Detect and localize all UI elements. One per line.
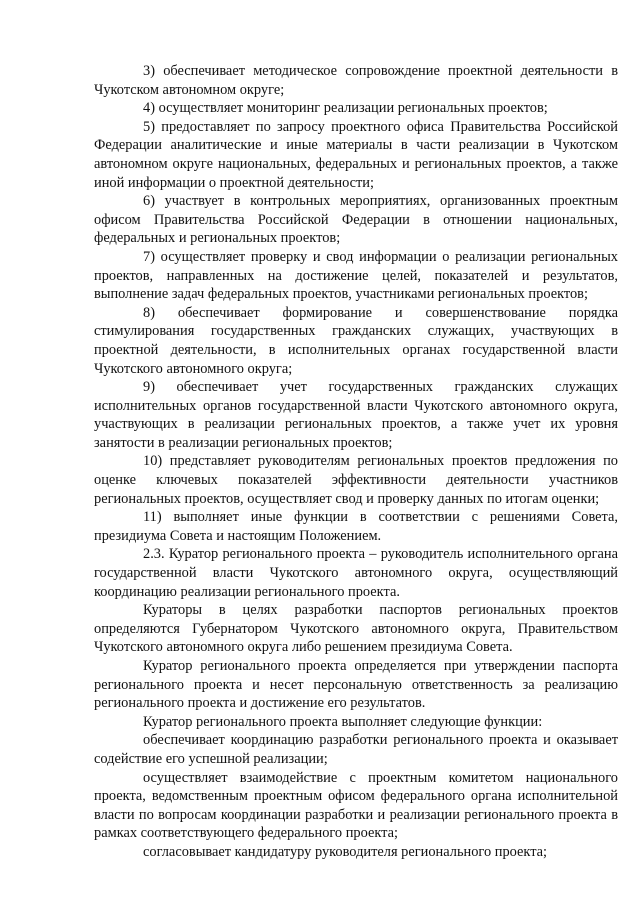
paragraph-item-4: 4) осуществляет мониторинг реализации региональных проектов; <box>143 100 548 117</box>
paragraph-item-10: 10) представляет руководителям региональных проектов предложения по оценке ключевых показателей эффективности деятельности участников региональных проектов, осуществляет свод и проверку данных по итогам оценки; <box>94 453 618 507</box>
paragraph-curator-responsibility: Куратор регионального проекта определяется при утверждении паспорта регионального проекта и несет персональную ответственность за реализацию регионального проекта и достижение его результатов. <box>94 658 618 712</box>
paragraph-item-7: 7) осуществляет проверку и свод информации о реализации региональных проектов, направленных на достижение целей, показателей и результатов, выполнение задач федеральных проектов, участниками региональных проектов; <box>94 248 618 303</box>
paragraph-function-approval: согласовывает кандидатуру руководителя регионального проекта; <box>143 843 548 860</box>
paragraph-function-coordination: обеспечивает координацию разработки регионального проекта и оказывает содействие его успешной реализации; <box>94 732 618 767</box>
document-page <box>94 62 618 862</box>
paragraph-curator-functions-intro: Куратор регионального проекта выполняет следующие функции: <box>143 713 543 730</box>
paragraph-function-interaction: осуществляет взаимодействие с проектным комитетом национального проекта, ведомственным проектным офисом федерального органа исполнительной власти по вопросам координации разработки и реализации регионального проекта в рамках соответствующего федерального проекта; <box>94 769 618 842</box>
paragraph-item-3: 3) обеспечивает методическое сопровождение проектной деятельности в Чукотском автономном округе; <box>94 63 618 98</box>
paragraph-item-9: 9) обеспечивает учет государственных гражданских служащих исполнительных органов государственной власти Чукотского автономного округа, участвующих в реализации региональных проектов, а также учет их уровня занятости в реализации региональных проектов; <box>94 379 618 451</box>
paragraph-item-6: 6) участвует в контрольных мероприятиях, организованных проектным офисом Правительства Российской Федерации в отношении национальных, федеральных и региональных проектов; <box>94 193 618 247</box>
paragraph-curators-appointment: Кураторы в целях разработки паспортов региональных проектов определяются Губернатором Чукотского автономного округа, Правительством Чукотского автономного округа либо решением президиума Совета. <box>94 602 618 656</box>
paragraph-item-5: 5) предоставляет по запросу проектного офиса Правительства Российской Федерации аналитические и иные материалы в части реализации в Чукотском автономном округе национальных, федеральных и региональных проектов, а также иной информации о проектной деятельности; <box>94 118 618 191</box>
section-2-3-curator: 2.3. Куратор регионального проекта – руководитель исполнительного органа государственной власти Чукотского автономного округа, осуществляющий координацию реализации регионального проекта. <box>94 546 618 600</box>
paragraph-item-11: 11) выполняет иные функции в соответствии с решениями Совета, президиума Совета и настоящим Положением. <box>94 509 618 544</box>
paragraph-item-8: 8) обеспечивает формирование и совершенствование порядка стимулирования государственных гражданских служащих, участвующих в проектной деятельности, в исполнительных органах государственной власти Чукотского автономного округа; <box>94 304 618 377</box>
